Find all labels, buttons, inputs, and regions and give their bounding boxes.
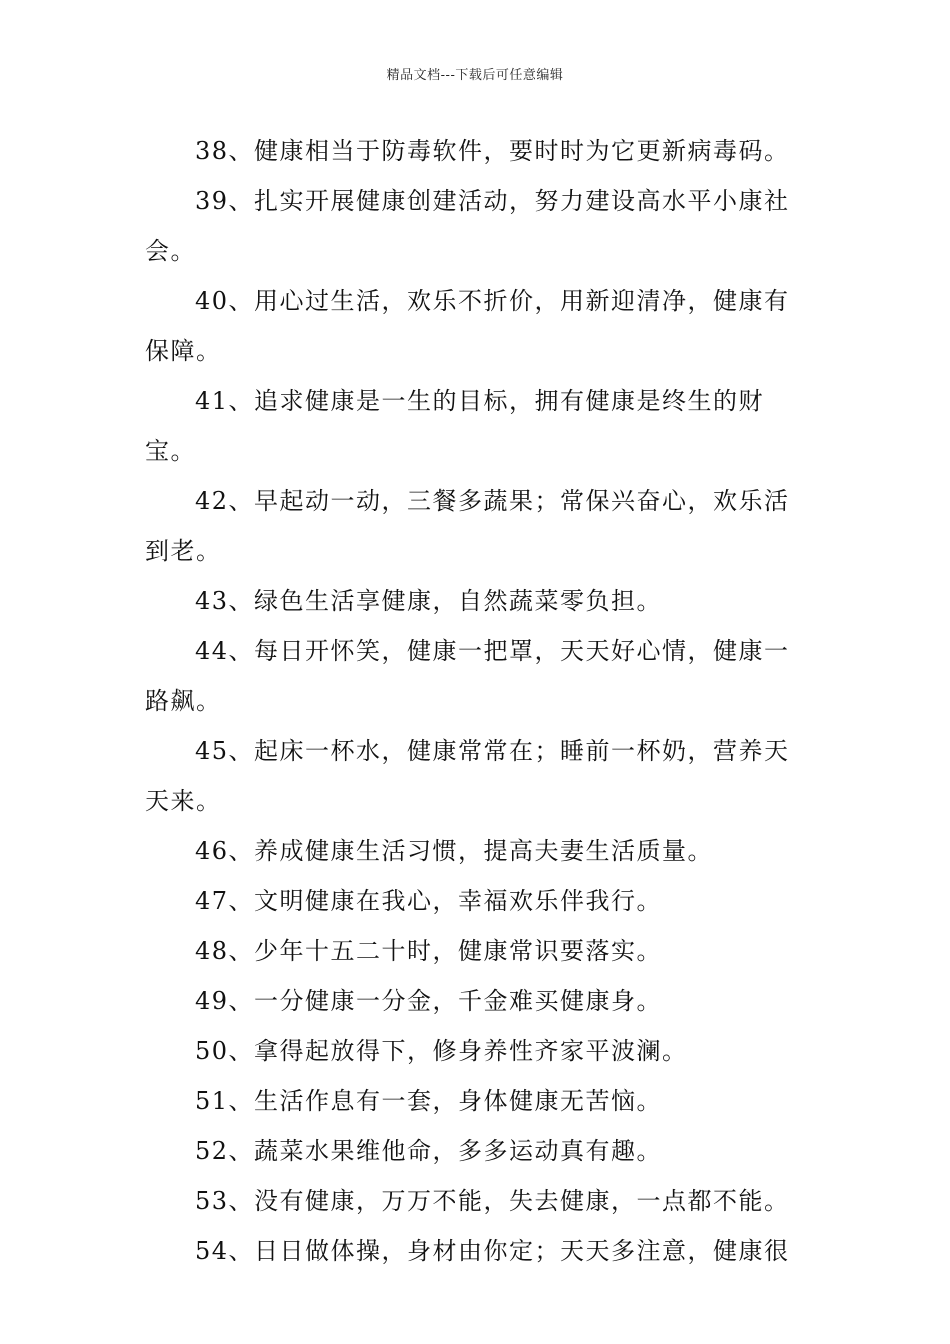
paragraph-41: 41、追求健康是一生的目标，拥有健康是终生的财宝。 [145, 387, 765, 465]
paragraph-43: 43、绿色生活享健康，自然蔬菜零负担。 [195, 587, 663, 615]
paragraph-54: 54、日日做体操，身材由你定；天天多注意，健康很 [195, 1237, 790, 1265]
paragraph-50: 50、拿得起放得下，修身养性齐家平波澜。 [195, 1037, 688, 1065]
paragraph-38: 38、健康相当于防毒软件，要时时为它更新病毒码。 [195, 137, 790, 165]
page-header: 精品文档---下载后可任意编辑 [386, 68, 564, 83]
paragraph-42: 42、早起动一动，三餐多蔬果；常保兴奋心，欢乐活到老。 [145, 487, 790, 565]
paragraph-46: 46、养成健康生活习惯，提高夫妻生活质量。 [195, 837, 714, 865]
paragraph-39: 39、扎实开展健康创建活动，努力建设高水平小康社会。 [145, 187, 790, 265]
paragraph-49: 49、一分健康一分金，千金难买健康身。 [195, 987, 663, 1015]
paragraph-53: 53、没有健康，万万不能，失去健康，一点都不能。 [195, 1187, 790, 1215]
paragraph-52: 52、蔬菜水果维他命，多多运动真有趣。 [195, 1137, 663, 1165]
paragraph-47: 47、文明健康在我心，幸福欢乐伴我行。 [195, 887, 663, 915]
paragraph-48: 48、少年十五二十时，健康常识要落实。 [195, 937, 663, 965]
document-body [145, 126, 815, 1276]
paragraph-44: 44、每日开怀笑，健康一把罩，天天好心情，健康一路飙。 [145, 637, 790, 715]
paragraph-40: 40、用心过生活，欢乐不折价，用新迎清净，健康有保障。 [145, 287, 790, 365]
paragraph-45: 45、起床一杯水，健康常常在；睡前一杯奶，营养天天来。 [145, 737, 790, 815]
paragraph-51: 51、生活作息有一套，身体健康无苦恼。 [195, 1087, 663, 1115]
